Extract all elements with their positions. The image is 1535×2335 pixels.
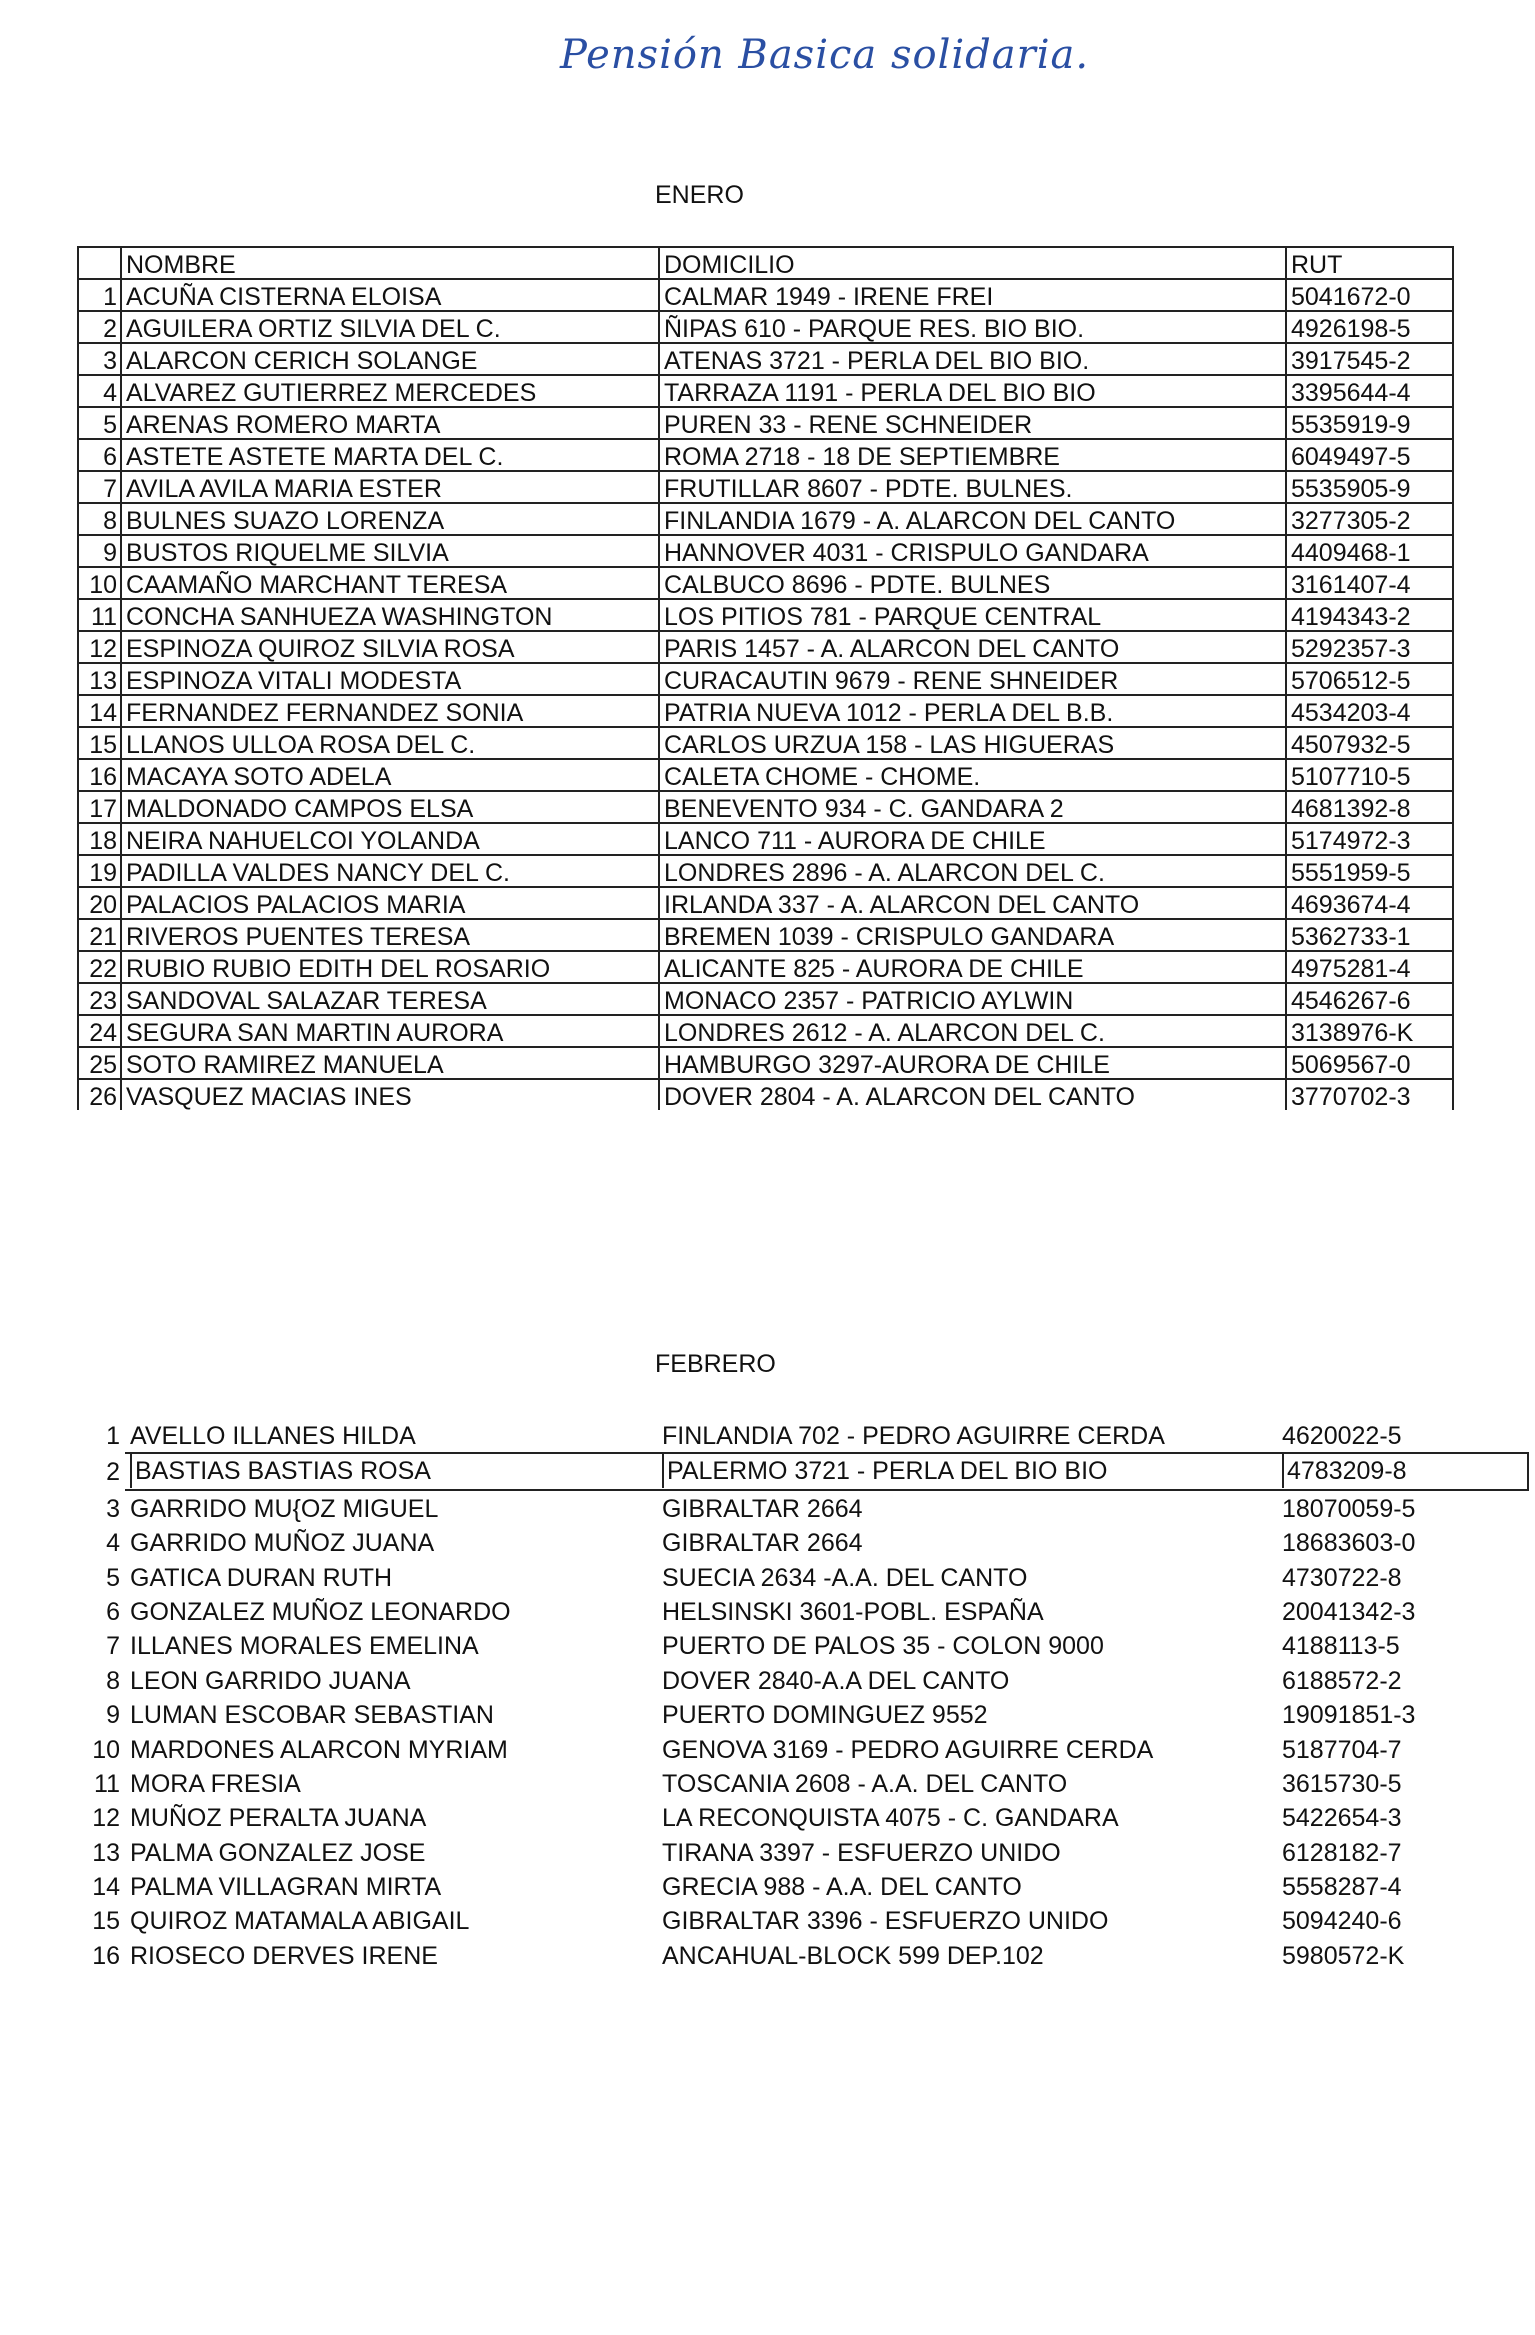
- section-title-enero: ENERO: [655, 181, 744, 209]
- item-rut: 3615730-5: [1282, 1769, 1402, 1798]
- table-row: [78, 279, 1453, 311]
- cell-nombre: CAAMAÑO MARCHANT TERESA: [121, 567, 659, 599]
- cell-domicilio: HANNOVER 4031 - CRISPULO GANDARA: [659, 535, 1286, 567]
- item-num: 13: [92, 1838, 120, 1867]
- cell-rut: 4681392-8: [1286, 791, 1453, 823]
- table-row: [78, 759, 1453, 791]
- cell-domicilio: PUREN 33 - RENE SCHNEIDER: [659, 407, 1286, 439]
- item-rut: 18683603-0: [1282, 1529, 1416, 1558]
- cell-rut: 4693674-4: [1286, 887, 1453, 919]
- item-rut: 5558287-4: [1282, 1873, 1402, 1902]
- cell-num: 22: [78, 951, 121, 983]
- item-domicilio: GIBRALTAR 3396 - ESFUERZO UNIDO: [662, 1907, 1109, 1936]
- cell-domicilio: BREMEN 1039 - CRISPULO GANDARA: [659, 919, 1286, 951]
- item-domicilio: GRECIA 988 - A.A. DEL CANTO: [662, 1873, 1022, 1902]
- cell-num: 18: [78, 823, 121, 855]
- table-row: [78, 311, 1453, 343]
- item-rut: 18070059-5: [1282, 1494, 1416, 1523]
- cell-nombre: AGUILERA ORTIZ SILVIA DEL C.: [121, 311, 659, 343]
- cell-nombre: SEGURA SAN MARTIN AURORA: [121, 1015, 659, 1047]
- item-domicilio: HELSINSKI 3601-POBL. ESPAÑA: [662, 1597, 1044, 1626]
- item-rut: 5422654-3: [1282, 1804, 1402, 1833]
- item-num: 9: [106, 1701, 120, 1730]
- cell-nombre: MACAYA SOTO ADELA: [121, 759, 659, 791]
- table-row: [78, 855, 1453, 887]
- table-row: [78, 439, 1453, 471]
- cell-num: 8: [78, 503, 121, 535]
- item-rut: 19091851-3: [1282, 1701, 1416, 1730]
- cell-num: 13: [78, 663, 121, 695]
- cell-rut: 3161407-4: [1286, 567, 1453, 599]
- table-row: [78, 567, 1453, 599]
- cell-rut: 5041672-0: [1286, 279, 1453, 311]
- item-num: 12: [92, 1804, 120, 1833]
- cell-num: 25: [78, 1047, 121, 1079]
- item-domicilio: TOSCANIA 2608 - A.A. DEL CANTO: [662, 1769, 1068, 1798]
- item-num: 4: [106, 1529, 120, 1558]
- item-rut: 4783209-8: [1282, 1454, 1477, 1488]
- item-domicilio: DOVER 2840-A.A DEL CANTO: [662, 1666, 1010, 1695]
- item-rut: 20041342-3: [1282, 1597, 1416, 1626]
- item-nombre: GARRIDO MUÑOZ JUANA: [130, 1529, 435, 1558]
- cell-rut: 4926198-5: [1286, 311, 1453, 343]
- table-row: [78, 343, 1453, 375]
- cell-rut: 5107710-5: [1286, 759, 1453, 791]
- cell-num: 15: [78, 727, 121, 759]
- cell-nombre: FERNANDEZ FERNANDEZ SONIA: [121, 695, 659, 727]
- list-item: [77, 1938, 1529, 1972]
- table-row: [78, 823, 1453, 855]
- item-num: 10: [92, 1735, 120, 1764]
- item-domicilio: GIBRALTAR 2664: [662, 1494, 863, 1523]
- cell-num: 4: [78, 375, 121, 407]
- item-nombre: ILLANES MORALES EMELINA: [130, 1632, 479, 1661]
- header-num: [78, 247, 121, 279]
- cell-nombre: NEIRA NAHUELCOI YOLANDA: [121, 823, 659, 855]
- cell-nombre: ESPINOZA VITALI MODESTA: [121, 663, 659, 695]
- cell-nombre: BUSTOS RIQUELME SILVIA: [121, 535, 659, 567]
- table-row: [78, 695, 1453, 727]
- cell-domicilio: LONDRES 2612 - A. ALARCON DEL C.: [659, 1015, 1286, 1047]
- cell-nombre: CONCHA SANHUEZA WASHINGTON: [121, 599, 659, 631]
- list-item: [77, 1732, 1529, 1766]
- item-num: 7: [106, 1632, 120, 1661]
- cell-nombre: ASTETE ASTETE MARTA DEL C.: [121, 439, 659, 471]
- cell-domicilio: DOVER 2804 - A. ALARCON DEL CANTO: [659, 1079, 1286, 1110]
- list-item: [77, 1835, 1529, 1869]
- item-rut: 4620022-5: [1282, 1422, 1402, 1450]
- item-num: 6: [106, 1597, 120, 1626]
- cell-rut: 6049497-5: [1286, 439, 1453, 471]
- cell-domicilio: ATENAS 3721 - PERLA DEL BIO BIO.: [659, 343, 1286, 375]
- cell-domicilio: CARLOS URZUA 158 - LAS HIGUERAS: [659, 727, 1286, 759]
- item-num: 5: [106, 1563, 120, 1592]
- table-row: [78, 791, 1453, 823]
- cell-rut: 4409468-1: [1286, 535, 1453, 567]
- cell-nombre: ACUÑA CISTERNA ELOISA: [121, 279, 659, 311]
- item-nombre: RIOSECO DERVES IRENE: [130, 1941, 438, 1970]
- table-header-row: [78, 247, 1453, 279]
- cell-rut: 3395644-4: [1286, 375, 1453, 407]
- item-num: 14: [92, 1873, 120, 1902]
- cell-domicilio: CURACAUTIN 9679 - RENE SHNEIDER: [659, 663, 1286, 695]
- item-num: 1: [106, 1422, 120, 1450]
- cell-nombre: ALVAREZ GUTIERREZ MERCEDES: [121, 375, 659, 407]
- item-domicilio: TIRANA 3397 - ESFUERZO UNIDO: [662, 1838, 1061, 1867]
- cell-num: 20: [78, 887, 121, 919]
- item-num: 2: [106, 1458, 120, 1487]
- item-rut: 5980572-K: [1282, 1941, 1405, 1970]
- cell-num: 24: [78, 1015, 121, 1047]
- list-item: [77, 1560, 1529, 1594]
- cell-num: 5: [78, 407, 121, 439]
- cell-num: 17: [78, 791, 121, 823]
- item-nombre: GONZALEZ MUÑOZ LEONARDO: [130, 1597, 511, 1626]
- item-nombre: PALMA GONZALEZ JOSE: [130, 1838, 426, 1867]
- cell-rut: 5706512-5: [1286, 663, 1453, 695]
- item-nombre: AVELLO ILLANES HILDA: [130, 1422, 416, 1450]
- item-rut: 5187704-7: [1282, 1735, 1402, 1764]
- list-item: [77, 1766, 1529, 1800]
- febrero-list: [77, 1418, 1529, 1972]
- table-row: [78, 375, 1453, 407]
- item-rut: 6188572-2: [1282, 1666, 1402, 1695]
- cell-domicilio: IRLANDA 337 - A. ALARCON DEL CANTO: [659, 887, 1286, 919]
- cell-nombre: ARENAS ROMERO MARTA: [121, 407, 659, 439]
- cell-rut: 3138976-K: [1286, 1015, 1453, 1047]
- table-row: [78, 887, 1453, 919]
- cell-num: 10: [78, 567, 121, 599]
- cell-rut: 3277305-2: [1286, 503, 1453, 535]
- item-rut: 4188113-5: [1282, 1632, 1400, 1661]
- table-row: [78, 727, 1453, 759]
- cell-rut: 5292357-3: [1286, 631, 1453, 663]
- table-row: [78, 631, 1453, 663]
- cell-num: 6: [78, 439, 121, 471]
- item-nombre: GATICA DURAN RUTH: [130, 1563, 393, 1592]
- header-rut: RUT: [1286, 247, 1453, 279]
- item-rut: 6128182-7: [1282, 1838, 1402, 1867]
- item-domicilio: ANCAHUAL-BLOCK 599 DEP.102: [662, 1941, 1044, 1970]
- cell-domicilio: LANCO 711 - AURORA DE CHILE: [659, 823, 1286, 855]
- cell-rut: 4546267-6: [1286, 983, 1453, 1015]
- cell-domicilio: FINLANDIA 1679 - A. ALARCON DEL CANTO: [659, 503, 1286, 535]
- item-domicilio: PALERMO 3721 - PERLA DEL BIO BIO: [662, 1454, 1107, 1488]
- table-row: [78, 503, 1453, 535]
- cell-rut: 5174972-3: [1286, 823, 1453, 855]
- cell-num: 11: [78, 599, 121, 631]
- list-item: [77, 1594, 1529, 1628]
- cell-domicilio: BENEVENTO 934 - C. GANDARA 2: [659, 791, 1286, 823]
- item-domicilio: PUERTO DE PALOS 35 - COLON 9000: [662, 1632, 1104, 1661]
- table-row: [78, 951, 1453, 983]
- list-item: [77, 1663, 1529, 1697]
- item-nombre: MUÑOZ PERALTA JUANA: [130, 1804, 427, 1833]
- cell-num: 1: [78, 279, 121, 311]
- cell-domicilio: ALICANTE 825 - AURORA DE CHILE: [659, 951, 1286, 983]
- list-item: [77, 1418, 1529, 1452]
- item-nombre: LUMAN ESCOBAR SEBASTIAN: [130, 1701, 494, 1730]
- table-row: [78, 1079, 1453, 1110]
- item-num: 16: [92, 1941, 120, 1970]
- handwritten-title: Pensión Basica solidaria.: [560, 32, 1090, 78]
- cell-domicilio: CALBUCO 8696 - PDTE. BULNES: [659, 567, 1286, 599]
- section-title-febrero: FEBRERO: [655, 1350, 776, 1378]
- cell-domicilio: PATRIA NUEVA 1012 - PERLA DEL B.B.: [659, 695, 1286, 727]
- item-domicilio: SUECIA 2634 -A.A. DEL CANTO: [662, 1563, 1028, 1592]
- cell-nombre: PADILLA VALDES NANCY DEL C.: [121, 855, 659, 887]
- table-row: [78, 663, 1453, 695]
- cell-num: 23: [78, 983, 121, 1015]
- cell-num: 3: [78, 343, 121, 375]
- item-nombre: BASTIAS BASTIAS ROSA: [130, 1454, 431, 1488]
- cell-domicilio: ROMA 2718 - 18 DE SEPTIEMBRE: [659, 439, 1286, 471]
- enero-table: [77, 246, 1454, 1110]
- table-row: [78, 599, 1453, 631]
- cell-nombre: SANDOVAL SALAZAR TERESA: [121, 983, 659, 1015]
- cell-rut: 3917545-2: [1286, 343, 1453, 375]
- cell-num: 9: [78, 535, 121, 567]
- list-item: [77, 1869, 1529, 1903]
- list-item: [77, 1903, 1529, 1937]
- item-rut: 4730722-8: [1282, 1563, 1402, 1592]
- cell-rut: 5535905-9: [1286, 471, 1453, 503]
- cell-nombre: AVILA AVILA MARIA ESTER: [121, 471, 659, 503]
- item-num: 3: [106, 1494, 120, 1523]
- table-row: [78, 1015, 1453, 1047]
- list-item: [77, 1491, 1529, 1525]
- cell-rut: 4534203-4: [1286, 695, 1453, 727]
- table-row: [78, 919, 1453, 951]
- item-nombre: MORA FRESIA: [130, 1769, 301, 1798]
- cell-rut: 4975281-4: [1286, 951, 1453, 983]
- cell-nombre: VASQUEZ MACIAS INES: [121, 1079, 659, 1110]
- cell-nombre: RUBIO RUBIO EDITH DEL ROSARIO: [121, 951, 659, 983]
- cell-nombre: SOTO RAMIREZ MANUELA: [121, 1047, 659, 1079]
- item-nombre: MARDONES ALARCON MYRIAM: [130, 1735, 508, 1764]
- cell-num: 21: [78, 919, 121, 951]
- item-nombre: LEON GARRIDO JUANA: [130, 1666, 411, 1695]
- item-num: 8: [106, 1666, 120, 1695]
- cell-rut: 4194343-2: [1286, 599, 1453, 631]
- cell-domicilio: TARRAZA 1191 - PERLA DEL BIO BIO: [659, 375, 1286, 407]
- cell-rut: 4507932-5: [1286, 727, 1453, 759]
- cell-domicilio: LONDRES 2896 - A. ALARCON DEL C.: [659, 855, 1286, 887]
- header-nombre: NOMBRE: [121, 247, 659, 279]
- item-nombre: GARRIDO MU{OZ MIGUEL: [130, 1494, 439, 1523]
- cell-rut: 5551959-5: [1286, 855, 1453, 887]
- cell-rut: 5069567-0: [1286, 1047, 1453, 1079]
- item-num: 11: [94, 1769, 120, 1798]
- table-row: [78, 471, 1453, 503]
- cell-nombre: LLANOS ULLOA ROSA DEL C.: [121, 727, 659, 759]
- table-row: [78, 535, 1453, 567]
- cell-nombre: ALARCON CERICH SOLANGE: [121, 343, 659, 375]
- cell-nombre: MALDONADO CAMPOS ELSA: [121, 791, 659, 823]
- item-nombre: QUIROZ MATAMALA ABIGAIL: [130, 1907, 470, 1936]
- table-row: [78, 983, 1453, 1015]
- cell-nombre: ESPINOZA QUIROZ SILVIA ROSA: [121, 631, 659, 663]
- cell-num: 2: [78, 311, 121, 343]
- item-num: 15: [92, 1907, 120, 1936]
- cell-nombre: PALACIOS PALACIOS MARIA: [121, 887, 659, 919]
- cell-domicilio: FRUTILLAR 8607 - PDTE. BULNES.: [659, 471, 1286, 503]
- item-domicilio: FINLANDIA 702 - PEDRO AGUIRRE CERDA: [662, 1422, 1165, 1450]
- list-item: [77, 1800, 1529, 1834]
- cell-domicilio: MONACO 2357 - PATRICIO AYLWIN: [659, 983, 1286, 1015]
- cell-num: 12: [78, 631, 121, 663]
- cell-domicilio: CALETA CHOME - CHOME.: [659, 759, 1286, 791]
- item-rut: 5094240-6: [1282, 1907, 1402, 1936]
- cell-nombre: BULNES SUAZO LORENZA: [121, 503, 659, 535]
- cell-num: 26: [78, 1079, 121, 1110]
- cell-rut: 5535919-9: [1286, 407, 1453, 439]
- cell-rut: 3770702-3: [1286, 1079, 1453, 1110]
- cell-num: 14: [78, 695, 121, 727]
- cell-domicilio: ÑIPAS 610 - PARQUE RES. BIO BIO.: [659, 311, 1286, 343]
- item-nombre: PALMA VILLAGRAN MIRTA: [130, 1873, 442, 1902]
- list-item: [77, 1628, 1529, 1662]
- cell-domicilio: PARIS 1457 - A. ALARCON DEL CANTO: [659, 631, 1286, 663]
- header-domicilio: DOMICILIO: [659, 247, 1286, 279]
- item-domicilio: GENOVA 3169 - PEDRO AGUIRRE CERDA: [662, 1735, 1154, 1764]
- list-item: [106, 1452, 1529, 1490]
- cell-domicilio: LOS PITIOS 781 - PARQUE CENTRAL: [659, 599, 1286, 631]
- cell-nombre: RIVEROS PUENTES TERESA: [121, 919, 659, 951]
- list-item: [77, 1525, 1529, 1559]
- item-domicilio: PUERTO DOMINGUEZ 9552: [662, 1701, 988, 1730]
- list-item: [77, 1697, 1529, 1731]
- table-row: [78, 407, 1453, 439]
- table-row: [78, 1047, 1453, 1079]
- cell-domicilio: CALMAR 1949 - IRENE FREI: [659, 279, 1286, 311]
- cell-num: 19: [78, 855, 121, 887]
- cell-num: 16: [78, 759, 121, 791]
- cell-domicilio: HAMBURGO 3297-AURORA DE CHILE: [659, 1047, 1286, 1079]
- item-domicilio: LA RECONQUISTA 4075 - C. GANDARA: [662, 1804, 1119, 1833]
- cell-rut: 5362733-1: [1286, 919, 1453, 951]
- item-domicilio: GIBRALTAR 2664: [662, 1529, 863, 1558]
- cell-num: 7: [78, 471, 121, 503]
